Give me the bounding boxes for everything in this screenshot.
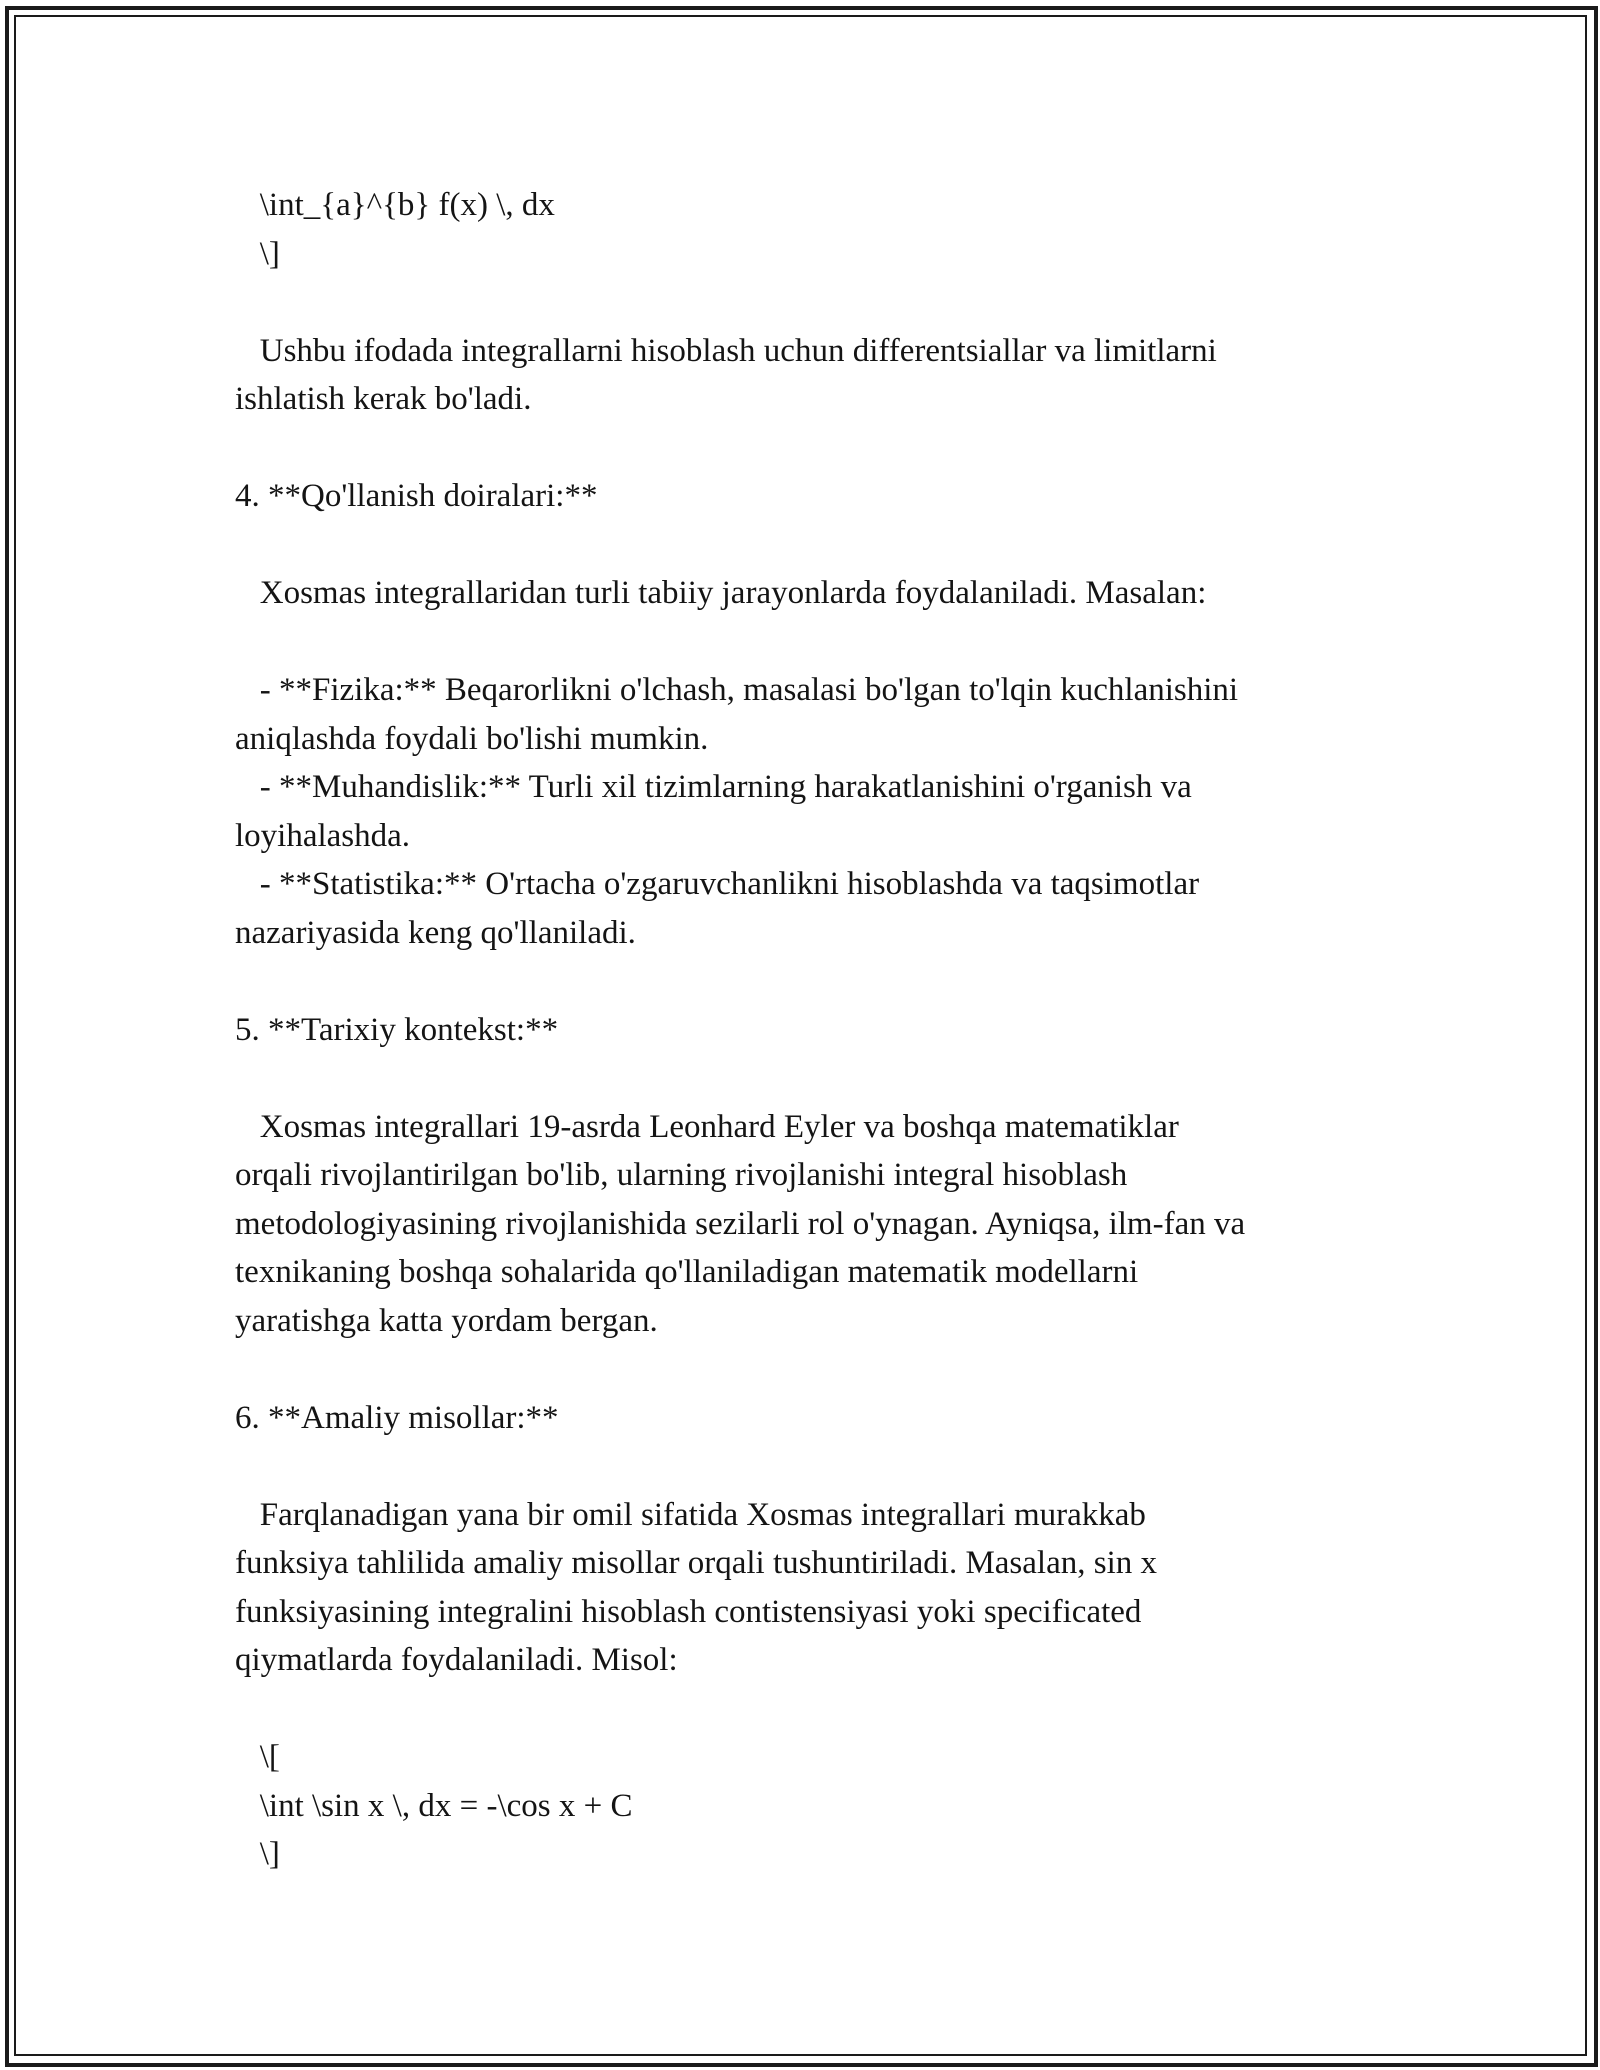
- blank-line: [235, 1054, 1375, 1103]
- formula-line: \int_{a}^{b} f(x) \, dx: [235, 187, 555, 223]
- paragraph-line: Xosmas integrallari 19-asrda Leonhard Eyler va boshqa matematiklar: [235, 1108, 1179, 1145]
- list-item-line: loyihalashda.: [235, 817, 411, 854]
- paragraph-line: yaratishga katta yordam bergan.: [235, 1302, 658, 1339]
- document-body: [235, 181, 1375, 1879]
- paragraph-line: qiymatlarda foydalaniladi. Misol:: [235, 1642, 678, 1678]
- list-item-line: nazariyasida keng qo'llaniladi.: [235, 914, 636, 951]
- section-heading: 6. **Amaliy misollar:**: [235, 1399, 559, 1436]
- formula-close-line: \]: [235, 1836, 280, 1872]
- list-item-line: - **Muhandislik:** Turli xil tizimlarning harakatlanishini o'rganish va: [235, 769, 1192, 805]
- paragraph-line: funksiyasining integralini hisoblash contistensiyasi yoki specificated: [235, 1593, 1142, 1630]
- blank-line: [235, 424, 1375, 473]
- list-item-line: aniqlashda foydali bo'lishi mumkin.: [235, 720, 709, 757]
- section-heading: 4. **Qo'llanish doiralari:**: [235, 478, 598, 514]
- paragraph-line: Ushbu ifodada integrallarni hisoblash uchun differentsiallar va limitlarni: [235, 332, 1217, 369]
- paragraph-line: orqali rivojlantirilgan bo'lib, ularning rivojlanishi integral hisoblash: [235, 1157, 1128, 1193]
- formula-line: \int \sin x \, dx = -\cos x + C: [235, 1787, 633, 1824]
- blank-line: [235, 521, 1375, 570]
- blank-line: [235, 957, 1375, 1006]
- list-item-line: - **Statistika:** O'rtacha o'zgaruvchanlikni hisoblashda va taqsimotlar: [235, 866, 1200, 902]
- blank-line: [235, 278, 1375, 327]
- paragraph-line: funksiya tahlilida amaliy misollar orqali tushuntiriladi. Masalan, sin x: [235, 1545, 1158, 1581]
- paragraph-line: Xosmas integrallaridan turli tabiiy jarayonlarda foydalaniladi. Masalan:: [235, 575, 1207, 611]
- paragraph-line: ishlatish kerak bo'ladi.: [235, 381, 532, 417]
- paragraph-line: texnikaning boshqa sohalarida qo'llaniladigan matematik modellarni: [235, 1254, 1139, 1290]
- blank-line: [235, 1345, 1375, 1394]
- list-item-line: - **Fizika:** Beqarorlikni o'lchash, masalasi bo'lgan to'lqin kuchlanishini: [235, 672, 1239, 708]
- formula-open-line: \[: [235, 1739, 280, 1775]
- blank-line: [235, 618, 1375, 667]
- paragraph-line: Farqlanadigan yana bir omil sifatida Xosmas integrallari murakkab: [235, 1496, 1146, 1533]
- paragraph-line: metodologiyasining rivojlanishida sezilarli rol o'ynagan. Ayniqsa, ilm-fan va: [235, 1205, 1246, 1242]
- formula-close-line: \]: [235, 235, 280, 272]
- blank-line: [235, 1442, 1375, 1491]
- blank-line: [235, 1685, 1375, 1734]
- section-heading: 5. **Tarixiy kontekst:**: [235, 1011, 559, 1048]
